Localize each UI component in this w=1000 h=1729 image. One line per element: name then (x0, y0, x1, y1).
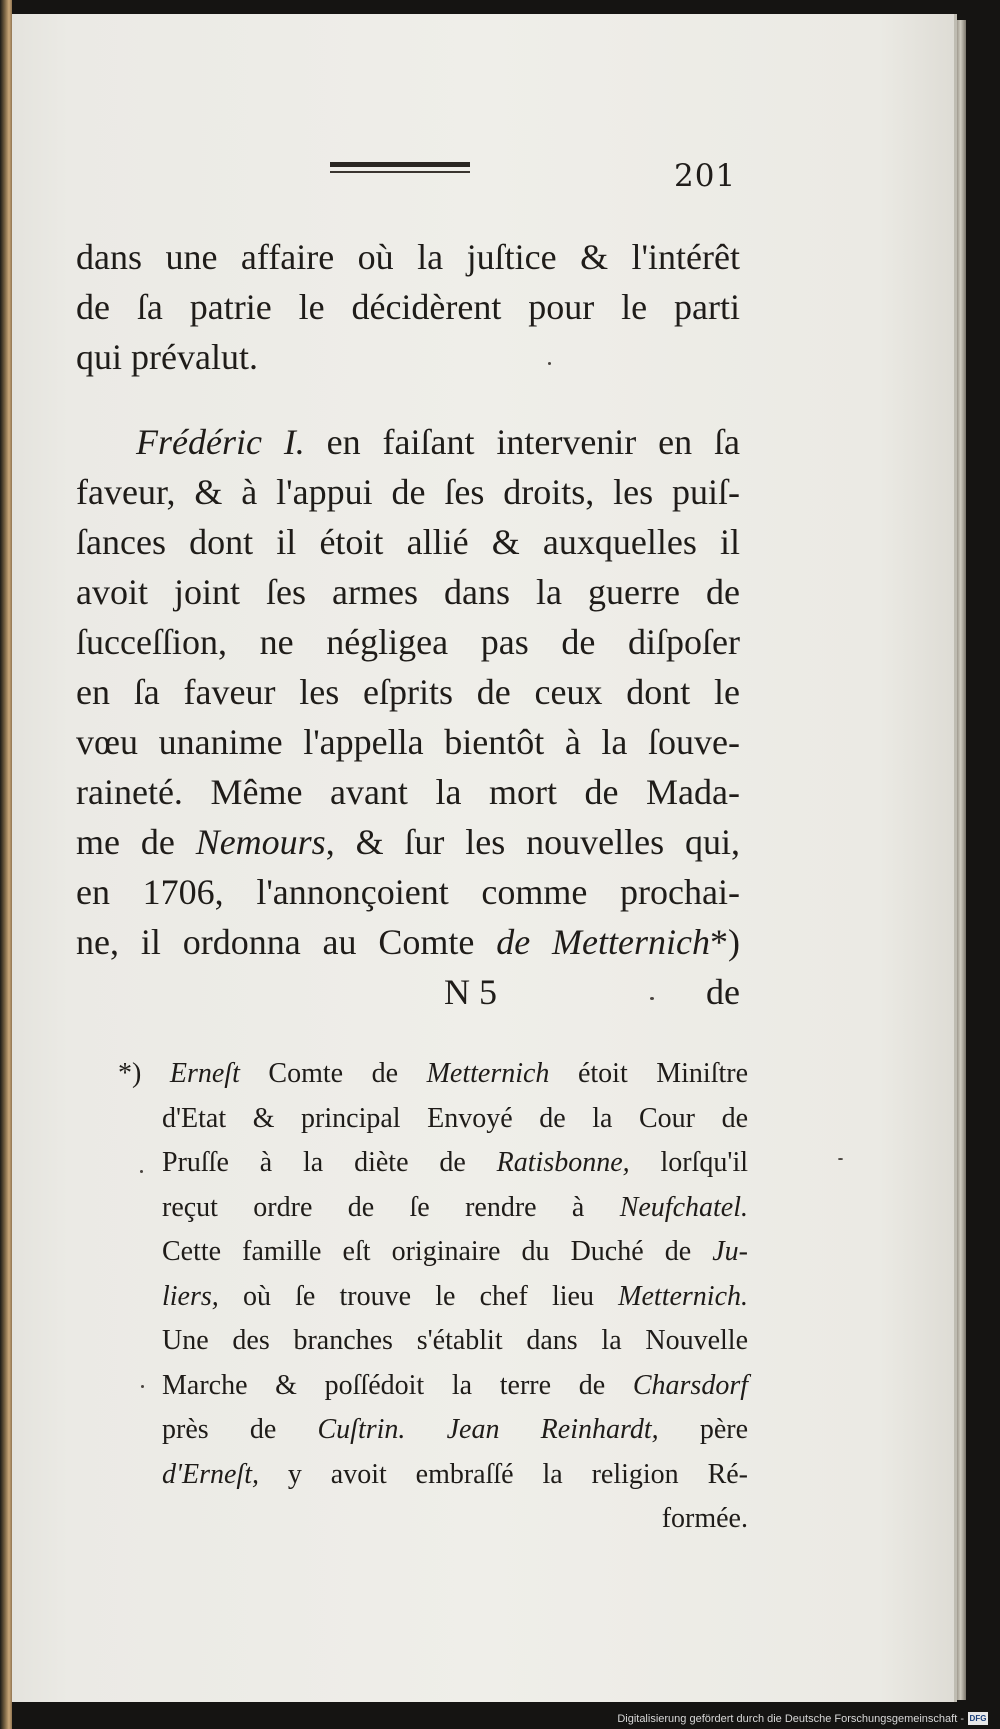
text-run: me de (76, 822, 196, 862)
footnote-line (118, 1186, 748, 1231)
paper-speck (838, 1158, 843, 1160)
text-run: près de (162, 1414, 318, 1445)
footnote-line: formée. (661, 1503, 748, 1534)
paper-speck (650, 997, 654, 1000)
text-line: en 1706, l'annonçoient comme prochai- (76, 872, 740, 912)
page-number: 201 (674, 158, 737, 194)
italic-name: liers, (162, 1280, 219, 1312)
text-run: y avoit embraſſé la religion Ré- (258, 1458, 748, 1490)
page-fore-edge (957, 20, 966, 1700)
paper-speck (548, 362, 551, 365)
text-run (405, 1414, 446, 1445)
footnote-line: d'Etat & principal Envoyé de la Cour de (162, 1102, 748, 1134)
text-line: qui prévalut. (76, 337, 258, 377)
footnote-line (118, 1408, 748, 1453)
paper-speck (141, 1385, 144, 1388)
catchword-line (76, 967, 740, 1017)
footnote-line (118, 1230, 748, 1275)
text-run: reçut ordre de ſe rendre à (162, 1191, 620, 1223)
digitization-credit: Digitalisierung gefördert durch die Deutsche Forschungsgemeinschaft - (617, 1713, 964, 1725)
text-run: Marche & poſſédoit la terre de (162, 1369, 633, 1401)
italic-name: Cuſtrin. (317, 1414, 406, 1445)
footnote-line (118, 1052, 748, 1097)
footnote (118, 1052, 748, 1542)
header-rule (330, 162, 470, 174)
footnote-line (118, 1364, 748, 1409)
footnote-line (118, 1141, 748, 1186)
text-run: ne, il ordonna au Comte (76, 922, 497, 962)
text-line: dans une affaire où la juſtice & l'intérêt (76, 237, 740, 277)
text-line (76, 417, 740, 467)
italic-name: Erneſt (169, 1058, 240, 1089)
italic-name: Neufchatel. (619, 1191, 748, 1223)
italic-name: Frédéric I. (136, 422, 305, 462)
text-line: de ſa patrie le décidèrent pour le parti (76, 287, 740, 327)
italic-name: Jean Reinhardt, (446, 1414, 659, 1445)
text-line (76, 917, 740, 967)
text-run: lorſqu'il (629, 1147, 748, 1178)
italic-name: Charsdorf (632, 1369, 748, 1401)
text-run: Pruſſe à la diète de (162, 1147, 497, 1178)
footnote-reference: *) (710, 922, 740, 962)
text-run: Comte de (239, 1058, 427, 1089)
italic-name: Metternich. (618, 1280, 748, 1312)
paper-speck (140, 1170, 143, 1173)
footnote-line (118, 1275, 748, 1320)
text-line: en ſa faveur les eſprits de ceux dont le (76, 672, 740, 712)
italic-name: Ju- (712, 1236, 748, 1267)
footnote-line (118, 1453, 748, 1498)
text-line: faveur, & à l'appui de ſes droits, les puiſ- (76, 472, 740, 512)
italic-name: d'Erneſt, (162, 1458, 259, 1490)
italic-name: Nemours (195, 822, 326, 862)
text-line: raineté. Même avant la mort de Mada- (76, 772, 740, 812)
text-line: ſances dont il étoit allié & auxquelles il (76, 522, 740, 562)
paragraph-1 (76, 232, 740, 382)
italic-name: Ratisbonne, (496, 1147, 630, 1178)
text-line: ſucceſſion, ne négligea pas de diſpoſer (76, 622, 740, 662)
book-spine-edge (0, 0, 12, 1729)
text-run: , & ſur les nouvelles qui, (325, 822, 740, 862)
catchword: de (706, 972, 740, 1012)
signature-mark: N 5 (444, 972, 497, 1012)
text-run: en faiſant intervenir en ſa (304, 422, 741, 462)
text-run: étoit Miniſtre (549, 1058, 749, 1089)
text-run: Cette famille eſt originaire du Duché de (162, 1236, 713, 1267)
footnote-marker: *) (118, 1058, 142, 1089)
italic-name: de Metternich (496, 922, 710, 962)
italic-name: Metternich (426, 1058, 550, 1089)
text-run: où ſe trouve le chef lieu (218, 1280, 619, 1312)
footnote-line: Une des branches s'établit dans la Nouvelle (162, 1325, 748, 1356)
text-line: avoit joint ſes armes dans la guerre de (76, 572, 740, 612)
text-line: vœu unanime l'appella bientôt à la ſouve- (76, 722, 740, 762)
header-rule-thick (330, 162, 470, 167)
text-run: père (658, 1414, 749, 1445)
dfg-logo: DFG (969, 1714, 987, 1723)
text-line (76, 817, 740, 867)
main-text (76, 232, 740, 1017)
paragraph-2 (76, 417, 740, 1017)
header-rule-thin (330, 171, 470, 173)
